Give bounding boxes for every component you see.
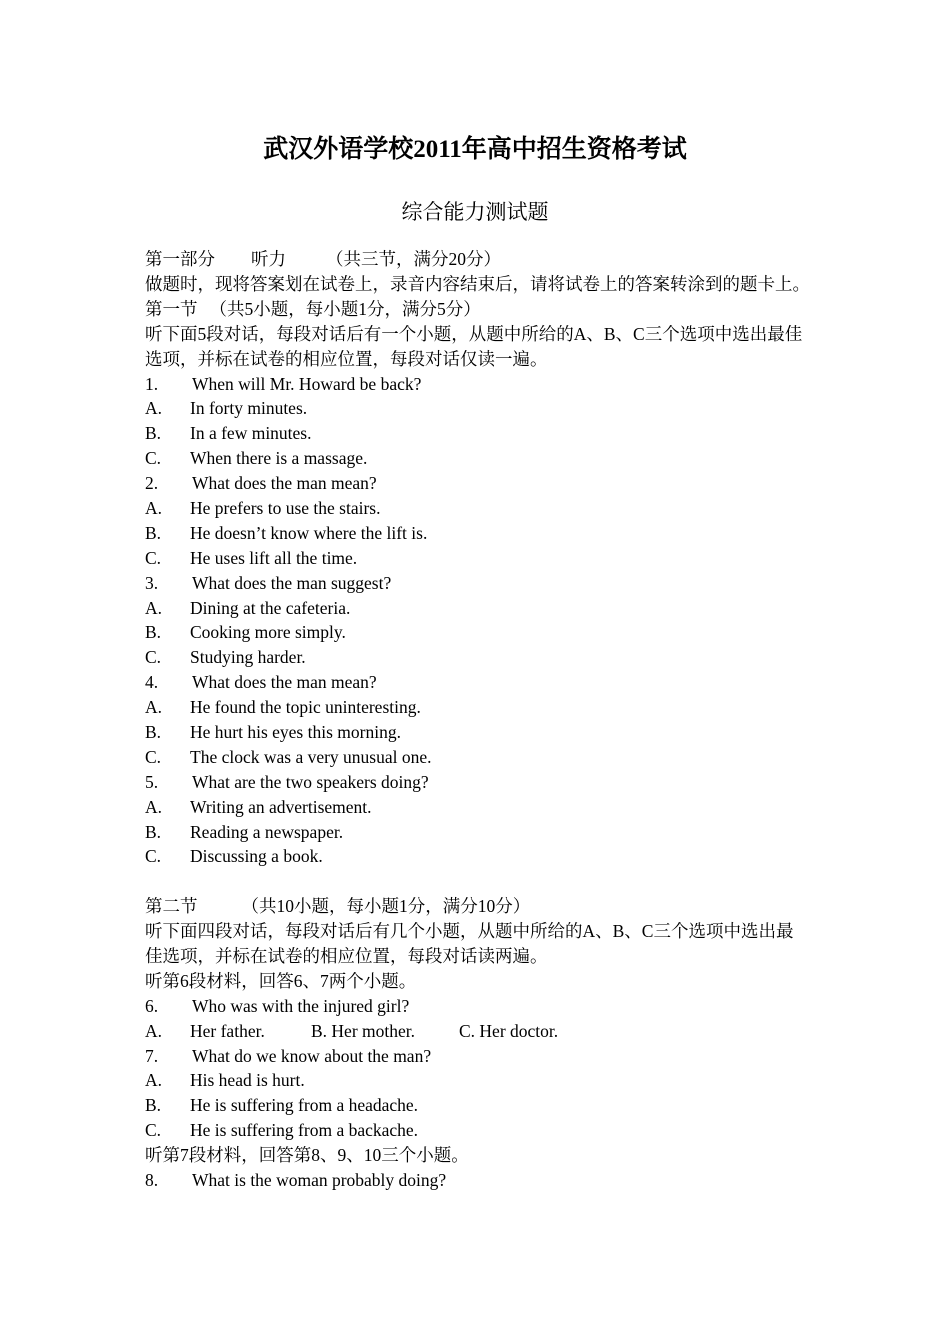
- option-text: He doesn’t know where the lift is.: [190, 522, 428, 543]
- option-label: B.: [145, 423, 162, 444]
- option-text: Writing an advertisement.: [190, 796, 372, 817]
- option-text: Studying harder.: [190, 647, 306, 668]
- part1-name: 听力: [251, 249, 286, 269]
- option-label: C.: [145, 746, 162, 767]
- option-text: He hurt his eyes this morning.: [190, 721, 401, 742]
- option-label: A.: [145, 497, 163, 518]
- option-3b: [145, 620, 810, 645]
- option-4a: [145, 695, 810, 720]
- option-label: C.: [145, 1120, 162, 1141]
- option-label: B.: [145, 622, 162, 643]
- section-spacer: [145, 869, 810, 894]
- option-text: When there is a massage.: [190, 448, 368, 469]
- option-text: He is suffering from a backache.: [190, 1120, 419, 1141]
- exam-body: [145, 247, 810, 1193]
- option-text: Reading a newspaper.: [190, 821, 344, 842]
- option-7c: [145, 1118, 810, 1143]
- question-text: When will Mr. Howard be back?: [192, 373, 422, 394]
- question-8: [145, 1168, 810, 1193]
- section2-header: [145, 894, 810, 919]
- section2-heading: 第二节: [145, 896, 198, 917]
- question-number: 8.: [145, 1170, 159, 1191]
- part1-instruction: 做题时，现将答案划在试卷上，录音内容结束后，请将试卷上的答案转涂到的题卡上。: [145, 273, 810, 294]
- option-label: B.: [145, 522, 162, 543]
- option-text: In forty minutes.: [190, 398, 308, 419]
- option-text: He found the topic uninteresting.: [190, 697, 421, 718]
- option-text: In a few minutes.: [190, 423, 312, 444]
- option-5c: [145, 844, 810, 869]
- option-2c: [145, 546, 810, 571]
- question-number: 3.: [145, 572, 159, 593]
- part1-heading: 第一部分: [145, 249, 215, 269]
- option-text: Cooking more simply.: [190, 622, 346, 643]
- section1-info: （共5小题，每小题1分，满分5分）: [209, 298, 481, 319]
- section1-header: [145, 297, 810, 322]
- option-7b: [145, 1093, 810, 1118]
- section2-instruction: 听下面四段对话，每段对话后有几个小题，从题中所给的A、B、C三个选项中选出最佳选项，并标在试卷的相应位置，每段对话读两遍。: [145, 921, 794, 966]
- option-7a: [145, 1068, 810, 1093]
- option-text: Discussing a book.: [190, 846, 323, 867]
- question-5: [145, 770, 810, 795]
- option-label: A.: [145, 1070, 163, 1091]
- section2-info: （共10小题，每小题1分，满分10分）: [241, 896, 531, 917]
- material-6-note: 听第6段材料，回答6、7两个小题。: [145, 970, 417, 991]
- option-label: A.: [145, 597, 163, 618]
- option-1c: [145, 446, 810, 471]
- option-2b: [145, 521, 810, 546]
- question-text: Who was with the injured girl?: [192, 995, 410, 1016]
- question-3: [145, 571, 810, 596]
- option-5b: [145, 820, 810, 845]
- question-2: [145, 471, 810, 496]
- option-3c: [145, 645, 810, 670]
- option-text: He uses lift all the time.: [190, 547, 358, 568]
- option-4c: [145, 745, 810, 770]
- question-text: What does the man mean?: [192, 473, 377, 494]
- option-label: A.: [145, 398, 163, 419]
- question-7: [145, 1044, 810, 1069]
- option-label: B.: [145, 821, 162, 842]
- option-label: C.: [145, 448, 162, 469]
- question-number: 5.: [145, 771, 159, 792]
- option-text: C. Her doctor.: [459, 1020, 559, 1041]
- option-1b: [145, 421, 810, 446]
- option-label: B.: [145, 721, 162, 742]
- material-7-note: 听第7段材料，回答第8、9、10三个小题。: [145, 1145, 469, 1166]
- exam-title: 武汉外语学校2011年高中招生资格考试: [263, 136, 687, 163]
- question-text: What does the man suggest?: [192, 572, 392, 593]
- option-label: C.: [145, 547, 162, 568]
- part1-header: [145, 247, 810, 272]
- question-text: What are the two speakers doing?: [192, 771, 429, 792]
- option-text: He prefers to use the stairs.: [190, 497, 381, 518]
- option-label: C.: [145, 647, 162, 668]
- question-text: What is the woman probably doing?: [192, 1170, 447, 1191]
- question-number: 6.: [145, 995, 159, 1016]
- section1-heading: 第一节: [145, 298, 198, 319]
- section1-instruction: 听下面5段对话，每段对话后有一个小题，从题中所给的A、B、C三个选项中选出最佳选项，并标在试卷的相应位置，每段对话仅读一遍。: [145, 323, 803, 369]
- option-text: His head is hurt.: [190, 1070, 305, 1091]
- option-label: B.: [145, 1095, 162, 1116]
- question-4: [145, 670, 810, 695]
- option-1a: [145, 396, 810, 421]
- options-6: [145, 1019, 810, 1044]
- part1-info: （共三节，满分20分）: [326, 249, 501, 269]
- option-label: A.: [145, 1020, 163, 1041]
- question-number: 7.: [145, 1045, 159, 1066]
- question-number: 2.: [145, 473, 159, 494]
- option-text: He is suffering from a headache.: [190, 1095, 419, 1116]
- exam-subtitle: 综合能力测试题: [401, 200, 549, 224]
- option-4b: [145, 720, 810, 745]
- question-6: [145, 994, 810, 1019]
- option-2a: [145, 496, 810, 521]
- option-text: Her father.: [190, 1020, 265, 1041]
- question-number: 1.: [145, 373, 159, 394]
- question-text: What does the man mean?: [192, 672, 377, 693]
- question-number: 4.: [145, 672, 159, 693]
- question-text: What do we know about the man?: [192, 1045, 432, 1066]
- option-5a: [145, 795, 810, 820]
- option-label: A.: [145, 796, 163, 817]
- option-3a: [145, 596, 810, 621]
- option-label: C.: [145, 846, 162, 867]
- option-text: B. Her mother.: [311, 1020, 416, 1041]
- option-label: A.: [145, 697, 163, 718]
- option-text: Dining at the cafeteria.: [190, 597, 351, 618]
- option-text: The clock was a very unusual one.: [190, 746, 432, 767]
- question-1: [145, 372, 810, 397]
